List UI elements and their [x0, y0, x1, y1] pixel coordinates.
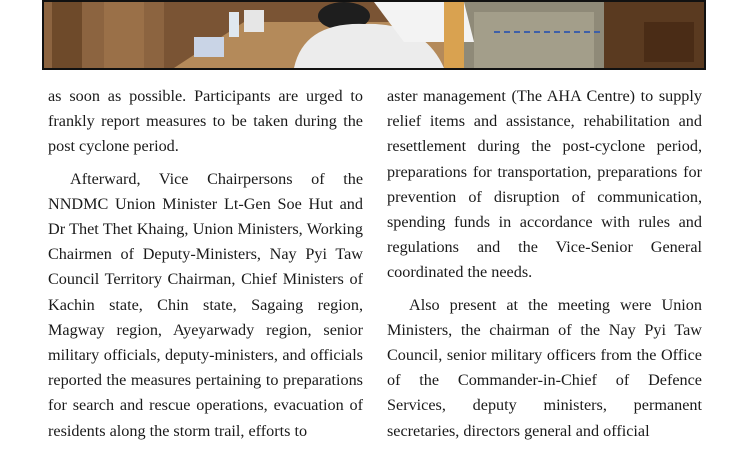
article-right-column	[387, 84, 702, 451]
meeting-photo-image	[44, 2, 704, 68]
article-paragraph: as soon as possible. Participants are urged to frankly report measures to be taken during the post cyclone period.	[48, 87, 363, 156]
meeting-photo	[42, 0, 706, 70]
article-paragraph: aster management (The AHA Centre) to supply relief items and assistance, rehabilitation and resettlement during the post-cyclone period, preparations for transportation, preparations for prevention of disruption of communication, spending funds in accordance with rules and regulations and the Vice-Senior General coordinated the needs.	[387, 87, 702, 282]
article-paragraph: Afterward, Vice Chairpersons of the NNDMC Union Minister Lt-Gen Soe Hut and Dr Thet Thet Khaing, Union Ministers, Working Chairmen of Deputy-Ministers, Nay Pyi Taw Council Territory Chairman, Chief Ministers of Kachin state, Chin state, Sagaing region, Magway region, Ayeyarwady region, senior military officials, deputy-ministers, and officials reported the measures pertaining to preparations for search and rescue operations, evacuation of residents along the storm trail, efforts to	[48, 169, 363, 440]
article-left-column	[48, 84, 363, 451]
article-paragraph: Also present at the meeting were Union Ministers, the chairman of the Nay Pyi Taw Council, senior military officers from the Office of the Commander-in-Chief of Defence Services, deputy ministers, permanent secretaries, directors general and official	[387, 295, 702, 440]
